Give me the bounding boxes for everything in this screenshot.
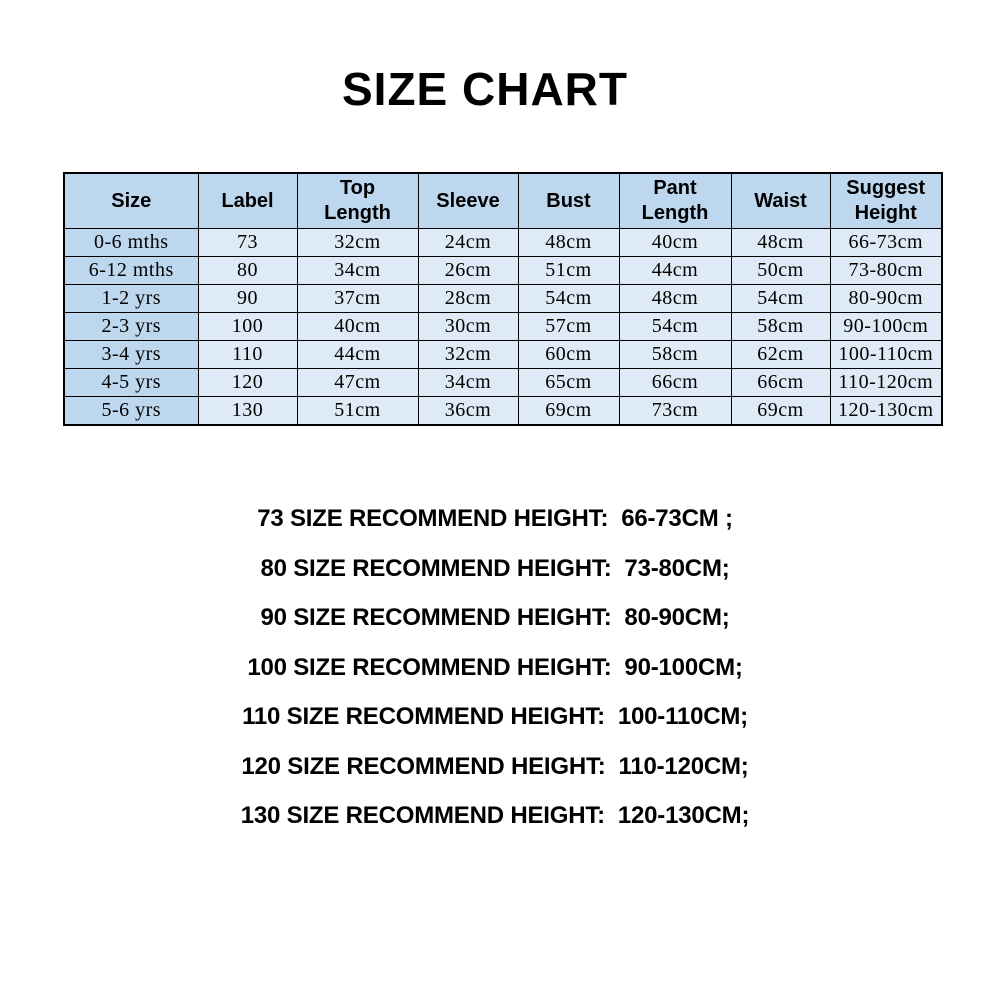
notes-line: 120 SIZE RECOMMEND HEIGHT: 110-120CM; (241, 752, 749, 780)
value-cell: 58cm (731, 313, 830, 341)
value-cell: 100 (198, 313, 297, 341)
value-cell: 66cm (731, 369, 830, 397)
size-cell: 1-2 yrs (64, 285, 198, 313)
value-cell: 30cm (418, 313, 518, 341)
column-header: Suggest Height (830, 173, 942, 229)
value-cell: 60cm (518, 341, 619, 369)
value-cell: 100-110cm (830, 341, 942, 369)
value-cell: 36cm (418, 397, 518, 426)
column-header: Bust (518, 173, 619, 229)
notes-line: 80 SIZE RECOMMEND HEIGHT: 73-80CM; (260, 554, 730, 582)
value-cell: 57cm (518, 313, 619, 341)
table-row (64, 397, 942, 426)
column-header: Top Length (297, 173, 418, 229)
notes-line: 110 SIZE RECOMMEND HEIGHT: 100-110CM; (242, 703, 748, 730)
value-cell: 47cm (297, 369, 418, 397)
value-cell: 48cm (619, 285, 731, 313)
value-cell: 28cm (418, 285, 518, 313)
value-cell: 120-130cm (830, 397, 942, 426)
table-row (64, 341, 942, 369)
column-header: Sleeve (418, 173, 518, 229)
value-cell: 51cm (518, 257, 619, 285)
value-cell: 54cm (731, 285, 830, 313)
value-cell: 110 (198, 341, 297, 369)
value-cell: 54cm (619, 313, 731, 341)
value-cell: 130 (198, 397, 297, 426)
size-cell: 5-6 yrs (64, 397, 198, 426)
value-cell: 73 (198, 229, 297, 257)
value-cell: 40cm (297, 313, 418, 341)
column-header: Waist (731, 173, 830, 229)
size-cell: 6-12 mths (64, 257, 198, 285)
value-cell: 32cm (297, 229, 418, 257)
value-cell: 110-120cm (830, 369, 942, 397)
table-body (64, 229, 942, 426)
column-header: Pant Length (619, 173, 731, 229)
value-cell: 48cm (518, 229, 619, 257)
header-row (64, 173, 942, 229)
value-cell: 73-80cm (830, 257, 942, 285)
table-row (64, 369, 942, 397)
value-cell: 37cm (297, 285, 418, 313)
value-cell: 80-90cm (830, 285, 942, 313)
value-cell: 80 (198, 257, 297, 285)
value-cell: 32cm (418, 341, 518, 369)
table-row (64, 257, 942, 285)
recommend-notes (0, 494, 990, 841)
value-cell: 44cm (297, 341, 418, 369)
size-cell: 2-3 yrs (64, 313, 198, 341)
value-cell: 69cm (518, 397, 619, 426)
notes-line: 73 SIZE RECOMMEND HEIGHT: 66-73CM ; (257, 505, 733, 532)
size-cell: 4-5 yrs (64, 369, 198, 397)
value-cell: 40cm (619, 229, 731, 257)
value-cell: 34cm (297, 257, 418, 285)
value-cell: 120 (198, 369, 297, 397)
size-cell: 3-4 yrs (64, 341, 198, 369)
value-cell: 50cm (731, 257, 830, 285)
value-cell: 90 (198, 285, 297, 313)
notes-line: 100 SIZE RECOMMEND HEIGHT: 90-100CM; (247, 653, 743, 681)
size-cell: 0-6 mths (64, 229, 198, 257)
table-row (64, 285, 942, 313)
column-header: Label (198, 173, 297, 229)
value-cell: 69cm (731, 397, 830, 426)
value-cell: 54cm (518, 285, 619, 313)
notes-line: 130 SIZE RECOMMEND HEIGHT: 120-130CM; (240, 802, 750, 829)
table-row (64, 229, 942, 257)
value-cell: 58cm (619, 341, 731, 369)
notes-line: 90 SIZE RECOMMEND HEIGHT: 80-90CM; (260, 604, 730, 631)
value-cell: 90-100cm (830, 313, 942, 341)
value-cell: 48cm (731, 229, 830, 257)
value-cell: 65cm (518, 369, 619, 397)
table-row (64, 313, 942, 341)
page-title: SIZE CHART (342, 63, 628, 115)
value-cell: 62cm (731, 341, 830, 369)
value-cell: 24cm (418, 229, 518, 257)
value-cell: 26cm (418, 257, 518, 285)
column-header: Size (64, 173, 198, 229)
value-cell: 44cm (619, 257, 731, 285)
value-cell: 34cm (418, 369, 518, 397)
value-cell: 73cm (619, 397, 731, 426)
size-table (63, 172, 943, 426)
value-cell: 66cm (619, 369, 731, 397)
value-cell: 66-73cm (830, 229, 942, 257)
value-cell: 51cm (297, 397, 418, 426)
